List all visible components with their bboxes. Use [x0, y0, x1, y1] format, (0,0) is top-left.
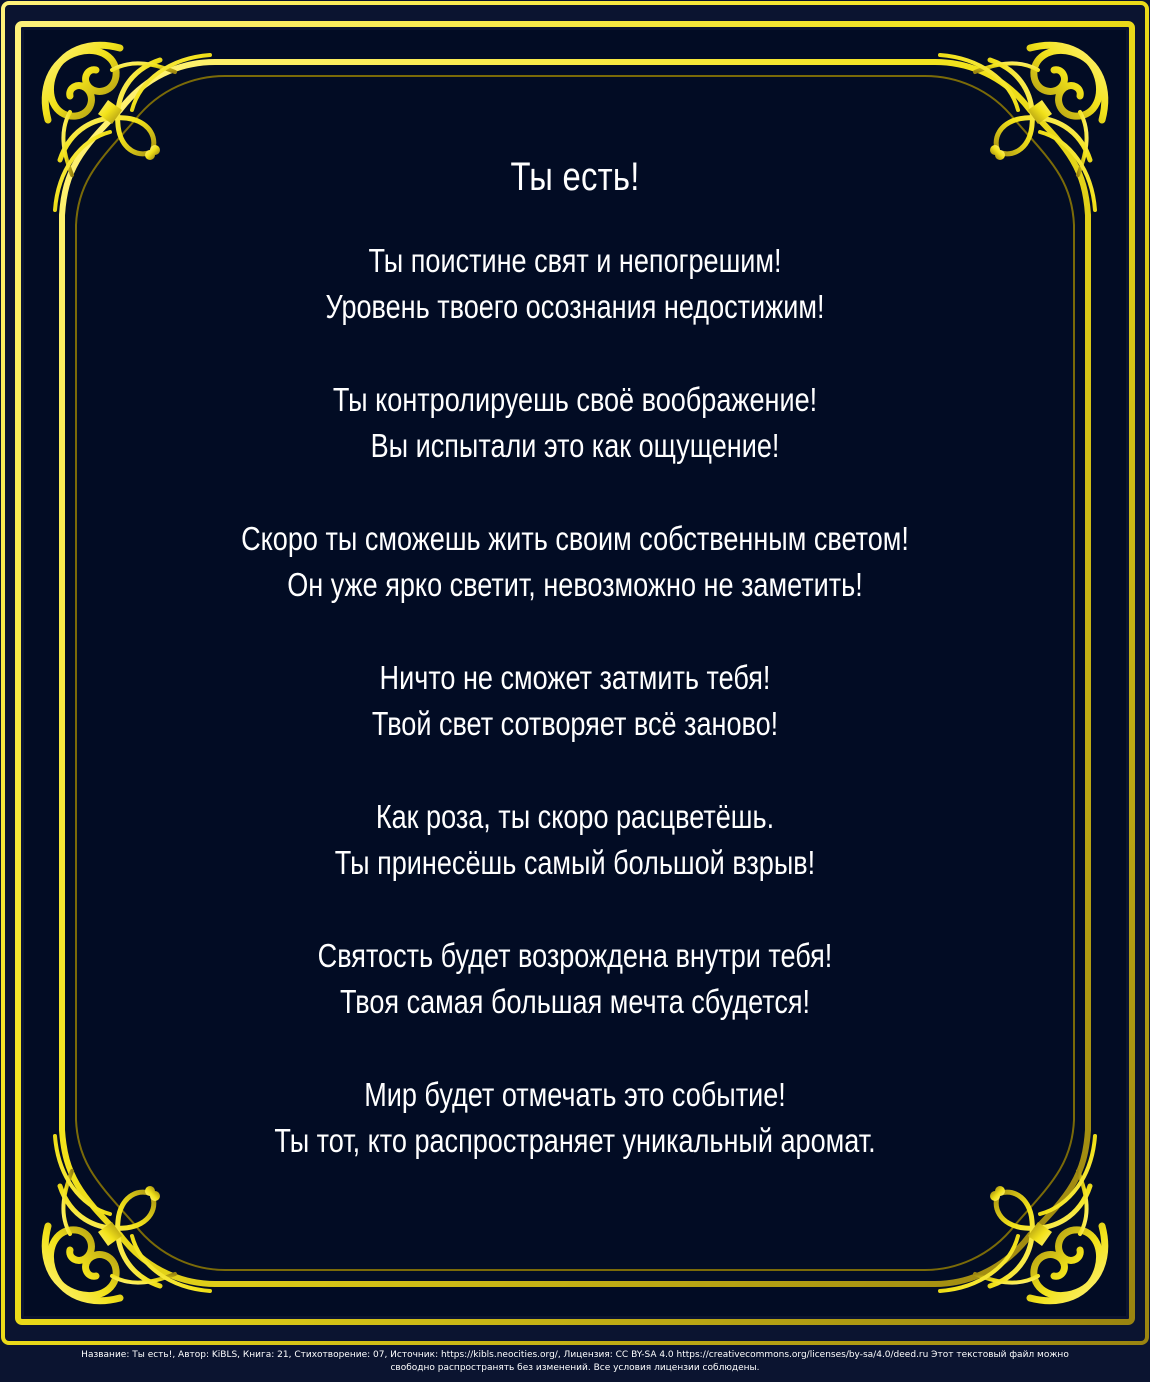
poem-line: Как роза, ты скоро расцветёшь. [375, 798, 775, 835]
stanza [150, 1072, 1000, 1164]
stanza [150, 655, 1000, 747]
poem-title: Ты есть! [510, 155, 640, 199]
poem-line: Ты принесёшь самый большой взрыв! [334, 844, 816, 881]
stanza [150, 933, 1000, 1025]
footer-line-2: свободно распространять без изменений. Все условия лицензии соблюдены. [390, 1363, 760, 1373]
stanza [150, 516, 1000, 608]
license-footer [0, 1349, 1150, 1382]
poem-line: Скоро ты сможешь жить своим собственным светом! [241, 520, 909, 557]
poem-line: Уровень твоего осознания недостижим! [325, 288, 825, 325]
poem [150, 150, 1000, 1211]
poem-line: Ты контролируешь своё воображение! [332, 381, 818, 418]
stanza [150, 794, 1000, 886]
poem-line: Твой свет сотворяет всё заново! [371, 705, 779, 742]
poem-line: Ты тот, кто распространяет уникальный аромат. [274, 1122, 876, 1159]
poem-line: Вы испытали это как ощущение! [370, 427, 780, 464]
poem-line: Он уже ярко светит, невозможно не заметить! [287, 566, 863, 603]
poem-line: Твоя самая большая мечта сбудется! [339, 983, 811, 1020]
poem-line: Ты поистине свят и непогрешим! [368, 242, 782, 279]
poem-line: Святость будет возрождена внутри тебя! [317, 937, 833, 974]
poem-line: Ничто не сможет затмить тебя! [379, 659, 771, 696]
stanza [150, 377, 1000, 469]
poem-line: Мир будет отмечать это событие! [364, 1076, 786, 1113]
stanza [150, 238, 1000, 330]
poem-stanzas [150, 238, 1000, 1164]
footer-line-1: Название: Ты есть!, Автор: KiBLS, Книга: 21, Стихотворение: 07, Источник: https://kibls.neocities.org/, Лицензия: CC BY-SA 4.0 https://creativecommons.org/licenses/by-sa/4.0/deed.ru Этот текстовый файл можно [81, 1350, 1069, 1360]
